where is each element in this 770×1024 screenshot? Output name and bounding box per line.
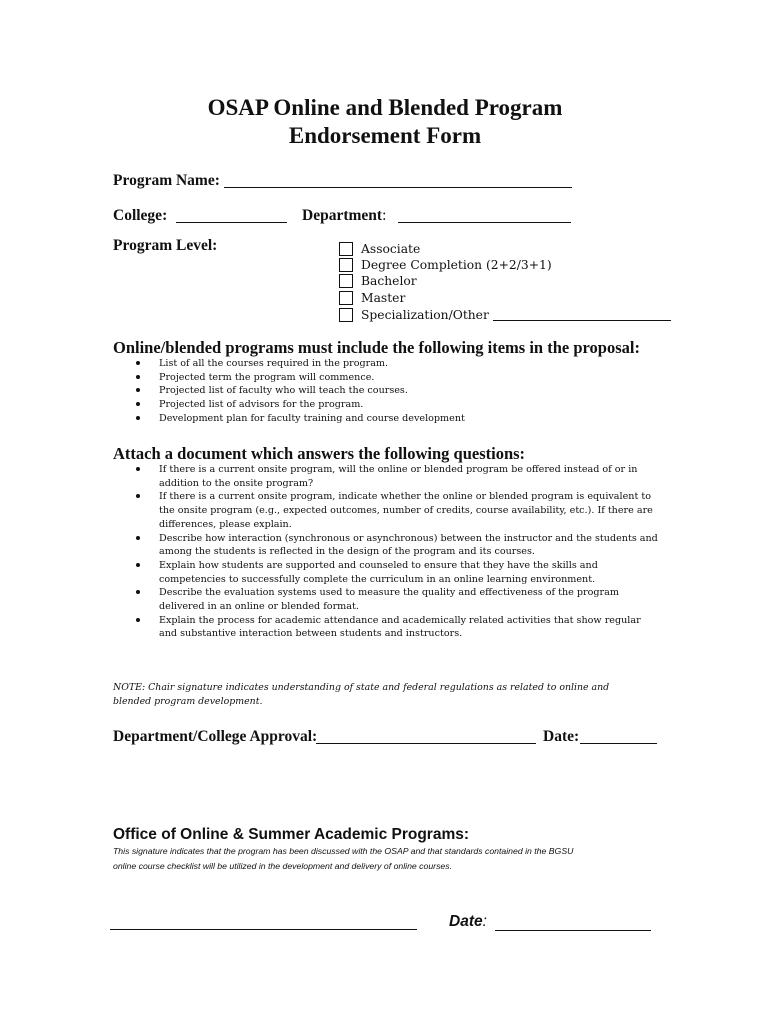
questions-heading: Attach a document which answers the following questions: xyxy=(113,444,526,463)
level-option-bachelor[interactable] xyxy=(339,273,417,289)
bullet-icon xyxy=(136,402,140,406)
list-item: If there is a current onsite program, will the online or blended program be offered instead of or in addition to the onsite program? xyxy=(113,463,673,490)
checkbox[interactable] xyxy=(339,291,353,305)
bullet-icon xyxy=(136,536,140,540)
bullet-icon xyxy=(136,563,140,567)
level-option-degree-completion[interactable] xyxy=(339,257,552,273)
level-option-label: Associate xyxy=(361,242,421,256)
list-item: Describe how interaction (synchronous or asynchronous) between the instructor and the students and among the students is reflected in the design of the program and its courses. xyxy=(113,532,673,559)
bullet-icon xyxy=(136,388,140,392)
program-level-label: Program Level: xyxy=(113,237,218,254)
specialization-other-field[interactable] xyxy=(493,310,671,321)
list-item: Describe the evaluation systems used to measure the quality and effectiveness of the program delivered in an online or blended format. xyxy=(113,586,673,613)
level-option-master[interactable] xyxy=(339,290,405,306)
level-option-label: Master xyxy=(361,291,406,305)
checkbox[interactable] xyxy=(339,274,353,288)
bullet-icon xyxy=(136,494,140,498)
department-approval-signature-field[interactable] xyxy=(316,743,536,744)
office-date-label: Date: xyxy=(449,913,487,930)
office-signature-field[interactable] xyxy=(110,929,417,930)
level-option-specialization-other[interactable] xyxy=(339,307,671,323)
bullet-icon xyxy=(136,618,140,622)
list-item: Explain how students are supported and counseled to ensure that they have the skills and competencies to successfully complete the curriculum in an online learning environment. xyxy=(113,559,673,586)
form-title-line-1: OSAP Online and Blended Program xyxy=(207,95,563,120)
form-title-line-2: Endorsement Form xyxy=(288,123,482,148)
approval-date-field[interactable] xyxy=(580,743,657,744)
checkbox[interactable] xyxy=(339,308,353,322)
department-label: Department: xyxy=(302,207,387,224)
bullet-icon xyxy=(136,361,140,365)
list-item: If there is a current onsite program, indicate whether the online or blended program is equivalent to the onsite program (e.g., expected outcomes, number of credits, course availability, etc.). If there are differences, please explain. xyxy=(113,490,673,531)
level-option-label: Degree Completion (2+2/3+1) xyxy=(361,258,552,272)
college-field[interactable] xyxy=(176,222,287,223)
department-field[interactable] xyxy=(398,222,571,223)
level-option-label: Specialization/Other xyxy=(361,308,489,322)
proposal-list xyxy=(113,357,673,426)
checkbox[interactable] xyxy=(339,258,353,272)
department-approval-label: Department/College Approval: xyxy=(113,728,318,745)
bullet-icon xyxy=(136,416,140,420)
bullet-icon xyxy=(136,375,140,379)
checkbox[interactable] xyxy=(339,242,353,256)
list-item: Explain the process for academic attendance and academically related activities that show regular and substantive interaction between students and instructors. xyxy=(113,614,673,641)
bullet-icon xyxy=(136,467,140,471)
level-option-associate[interactable] xyxy=(339,241,420,257)
level-option-label: Bachelor xyxy=(361,274,417,288)
college-label: College: xyxy=(113,207,168,224)
program-name-label: Program Name: xyxy=(113,172,220,189)
approval-date-label: Date: xyxy=(543,728,580,745)
questions-list xyxy=(113,463,673,641)
office-date-field[interactable] xyxy=(495,930,651,931)
bullet-icon xyxy=(136,590,140,594)
office-heading: Office of Online & Summer Academic Programs: xyxy=(113,826,470,843)
program-name-field[interactable] xyxy=(224,187,572,188)
list-item: Projected list of faculty who will teach the courses. xyxy=(113,384,673,398)
list-item: Projected term the program will commence. xyxy=(113,371,673,385)
proposal-heading: Online/blended programs must include the following items in the proposal: xyxy=(113,338,640,357)
list-item: Projected list of advisors for the program. xyxy=(113,398,673,412)
list-item: Development plan for faculty training and course development xyxy=(113,412,673,426)
chair-signature-note: NOTE: Chair signature indicates understanding of state and federal regulations as related to online and blended program development. xyxy=(113,682,610,707)
list-item: List of all the courses required in the program. xyxy=(113,357,673,371)
office-signature-note: This signature indicates that the program has been discussed with the OSAP and that standards contained in the BGSU online course checklist will be utilized in the development and delivery of online courses. xyxy=(113,846,574,871)
